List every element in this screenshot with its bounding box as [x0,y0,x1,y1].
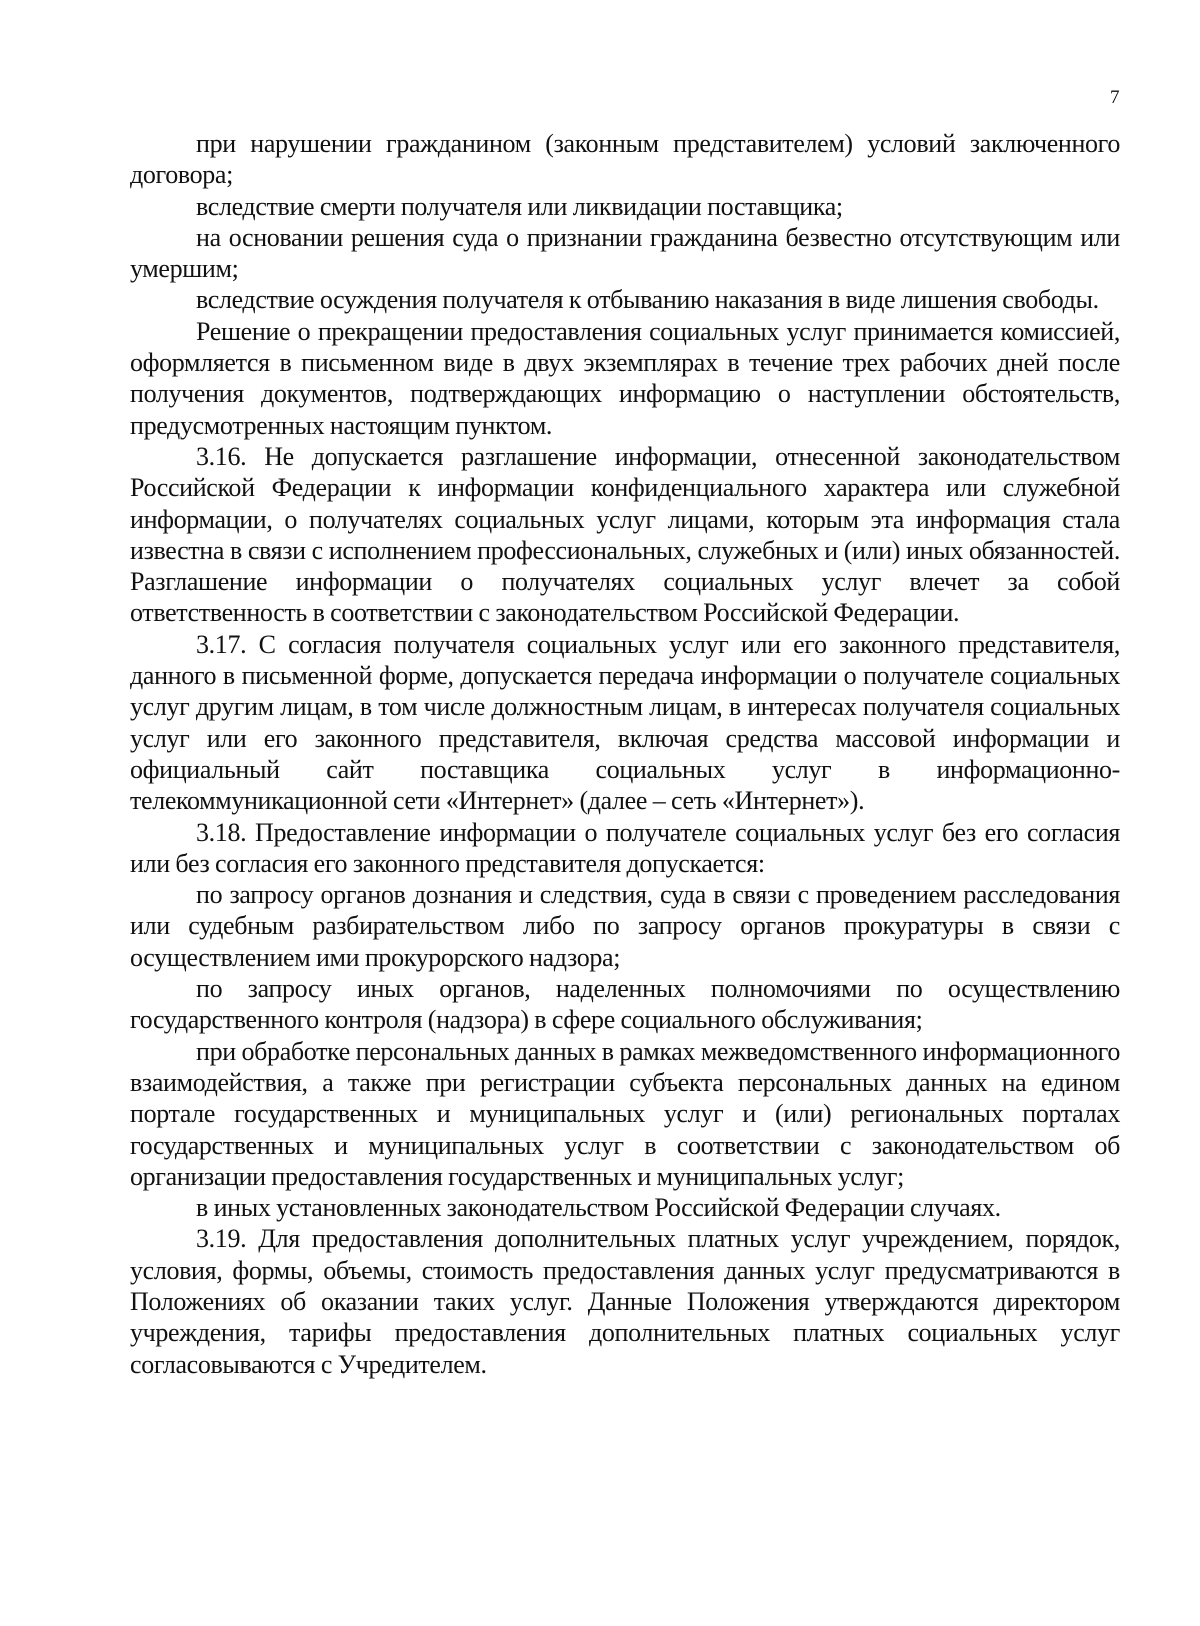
paragraph-disclosure-supervision: по запросу иных органов, наделенных полномочиями по осуществлению государственного контроля (надзора) в сфере социального обслуживания; [130,974,1120,1035]
paragraph-termination-conviction: вследствие осуждения получателя к отбыванию наказания в виде лишения свободы. [196,285,1099,315]
paragraph-termination-court: на основании решения суда о признании гражданина безвестно отсутствующим или умершим; [130,222,1120,284]
paragraph-disclosure-personal-data: при обработке персональных данных в рамках межведомственного информационного взаимодействия, а также при регистрации субъекта персональных данных на едином портале государственных и муниципальных услуг и (или) региональных порталах государственных и муниципальных услуг в соответствии с законодательством об организации предоставления государственных и муниципальных услуг; [130,1036,1120,1191]
page-number: 7 [1110,87,1120,108]
paragraph-termination-violation: при нарушении гражданином (законным представителем) условий заключенного договора; [130,129,1120,190]
paragraph-3-17: 3.17. С согласия получателя социальных услуг или его законного представителя, данного в письменной форме, допускается передача информации о получателе социальных услуг другим лицам, в том числе должностным лицам, в интересах получателя социальных услуг или его законного представителя, включая средства массовой информации и официальный сайт поставщика социальных услуг в информационно-телекоммуникационной сети «Интернет» (далее – сеть «Интернет»). [130,629,1120,816]
paragraph-3-18: 3.18. Предоставление информации о получателе социальных услуг без его согласия или без согласия его законного представителя допускается: [130,817,1120,878]
paragraph-3-19: 3.19. Для предоставления дополнительных платных услуг учреждением, порядок, условия, формы, объемы, стоимость предоставления данных услуг предусматриваются в Положениях об оказании таких услуг. Данные Положения утверждаются директором учреждения, тарифы предоставления дополнительных платных социальных услуг согласовываются с Учредителем. [130,1224,1120,1379]
paragraph-termination-death: вследствие смерти получателя или ликвидации поставщика; [196,191,843,221]
paragraph-3-16: 3.16. Не допускается разглашение информации, отнесенной законодательством Российской Федерации к информации конфиденциального характера или служебной информации, о получателях социальных услуг лицами, которым эта информация стала известна в связи с исполнением профессиональных, служебных и (или) иных обязанностей. Разглашение информации о получателях социальных услуг влечет за собой ответственность в соответствии с законодательством Российской Федерации. [130,441,1120,628]
paragraph-disclosure-other-cases: в иных установленных законодательством Российской Федерации случаях. [196,1193,1001,1223]
paragraph-termination-decision: Решение о прекращении предоставления социальных услуг принимается комиссией, оформляется в письменном виде в двух экземплярах в течение трех рабочих дней после получения документов, подтверждающих информацию о наступлении обстоятельств, предусмотренных настоящим пунктом. [130,316,1120,440]
document-body [130,128,1120,1380]
paragraph-disclosure-investigation: по запросу органов дознания и следствия, суда в связи с проведением расследования или судебным разбирательством либо по запросу органов прокуратуры в связи с осуществлением ими прокурорского надзора; [130,880,1120,972]
